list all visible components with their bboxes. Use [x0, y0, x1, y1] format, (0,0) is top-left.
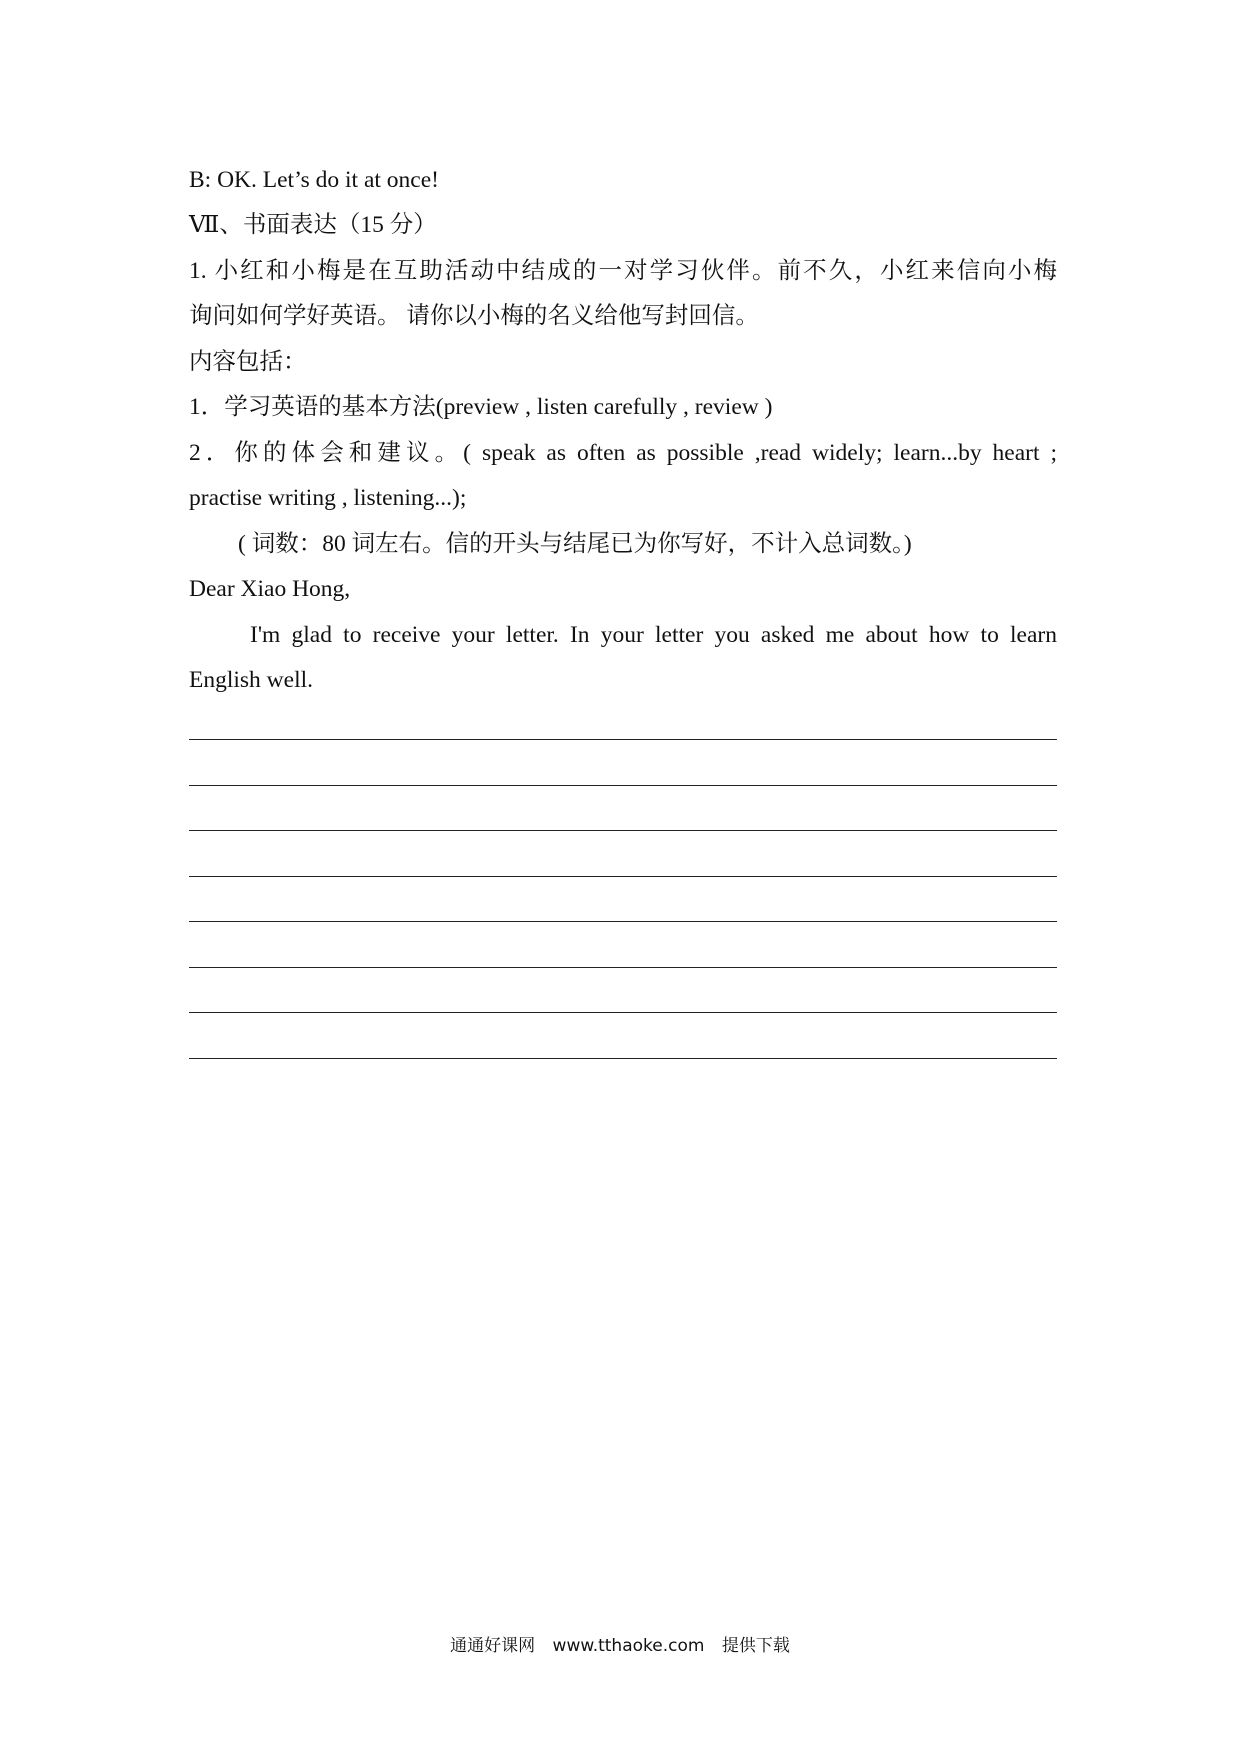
footer-site-name: 通通好课网	[450, 1636, 536, 1656]
answer-line[interactable]	[189, 1012, 1057, 1013]
content-point-1: 1．学习英语的基本方法(preview , listen carefully , review )	[189, 394, 773, 420]
section-heading: Ⅶ、书面表达（15 分）	[189, 212, 437, 238]
content-point-2-line-1: 2．你的体会和建议。( speak as often as possible ,read widely; learn...by heart ;	[189, 440, 1057, 466]
letter-greeting: Dear Xiao Hong,	[189, 576, 351, 602]
content-label: 内容包括：	[189, 349, 307, 375]
word-count-note: ( 词数：80 词左右。信的开头与结尾已为你写好，不计入总词数。)	[238, 531, 912, 557]
answer-line[interactable]	[189, 739, 1057, 740]
task-prompt-line-1: 1. 小红和小梅是在互助活动中结成的一对学习伙伴。前不久，小红来信向小梅	[189, 258, 1057, 284]
footer-suffix: 提供下载	[721, 1636, 790, 1656]
letter-body-line-1: I'm glad to receive your letter. In your letter you asked me about how to learn	[250, 622, 1057, 648]
task-prompt-line-2: 询问如何学好英语。 请你以小梅的名义给他写封回信。	[189, 303, 759, 329]
answer-line[interactable]	[189, 1058, 1057, 1059]
page-footer	[0, 1634, 1240, 1658]
answer-line[interactable]	[189, 876, 1057, 877]
footer-url[interactable]: www.tthaoke.com	[552, 1636, 705, 1656]
answer-line[interactable]	[189, 967, 1057, 968]
dialogue-line: B: OK. Let’s do it at once!	[189, 167, 439, 193]
answer-line[interactable]	[189, 830, 1057, 831]
content-point-2-line-2: practise writing , listening...);	[189, 485, 467, 511]
answer-line[interactable]	[189, 785, 1057, 786]
letter-body-line-2: English well.	[189, 667, 314, 693]
answer-line[interactable]	[189, 921, 1057, 922]
